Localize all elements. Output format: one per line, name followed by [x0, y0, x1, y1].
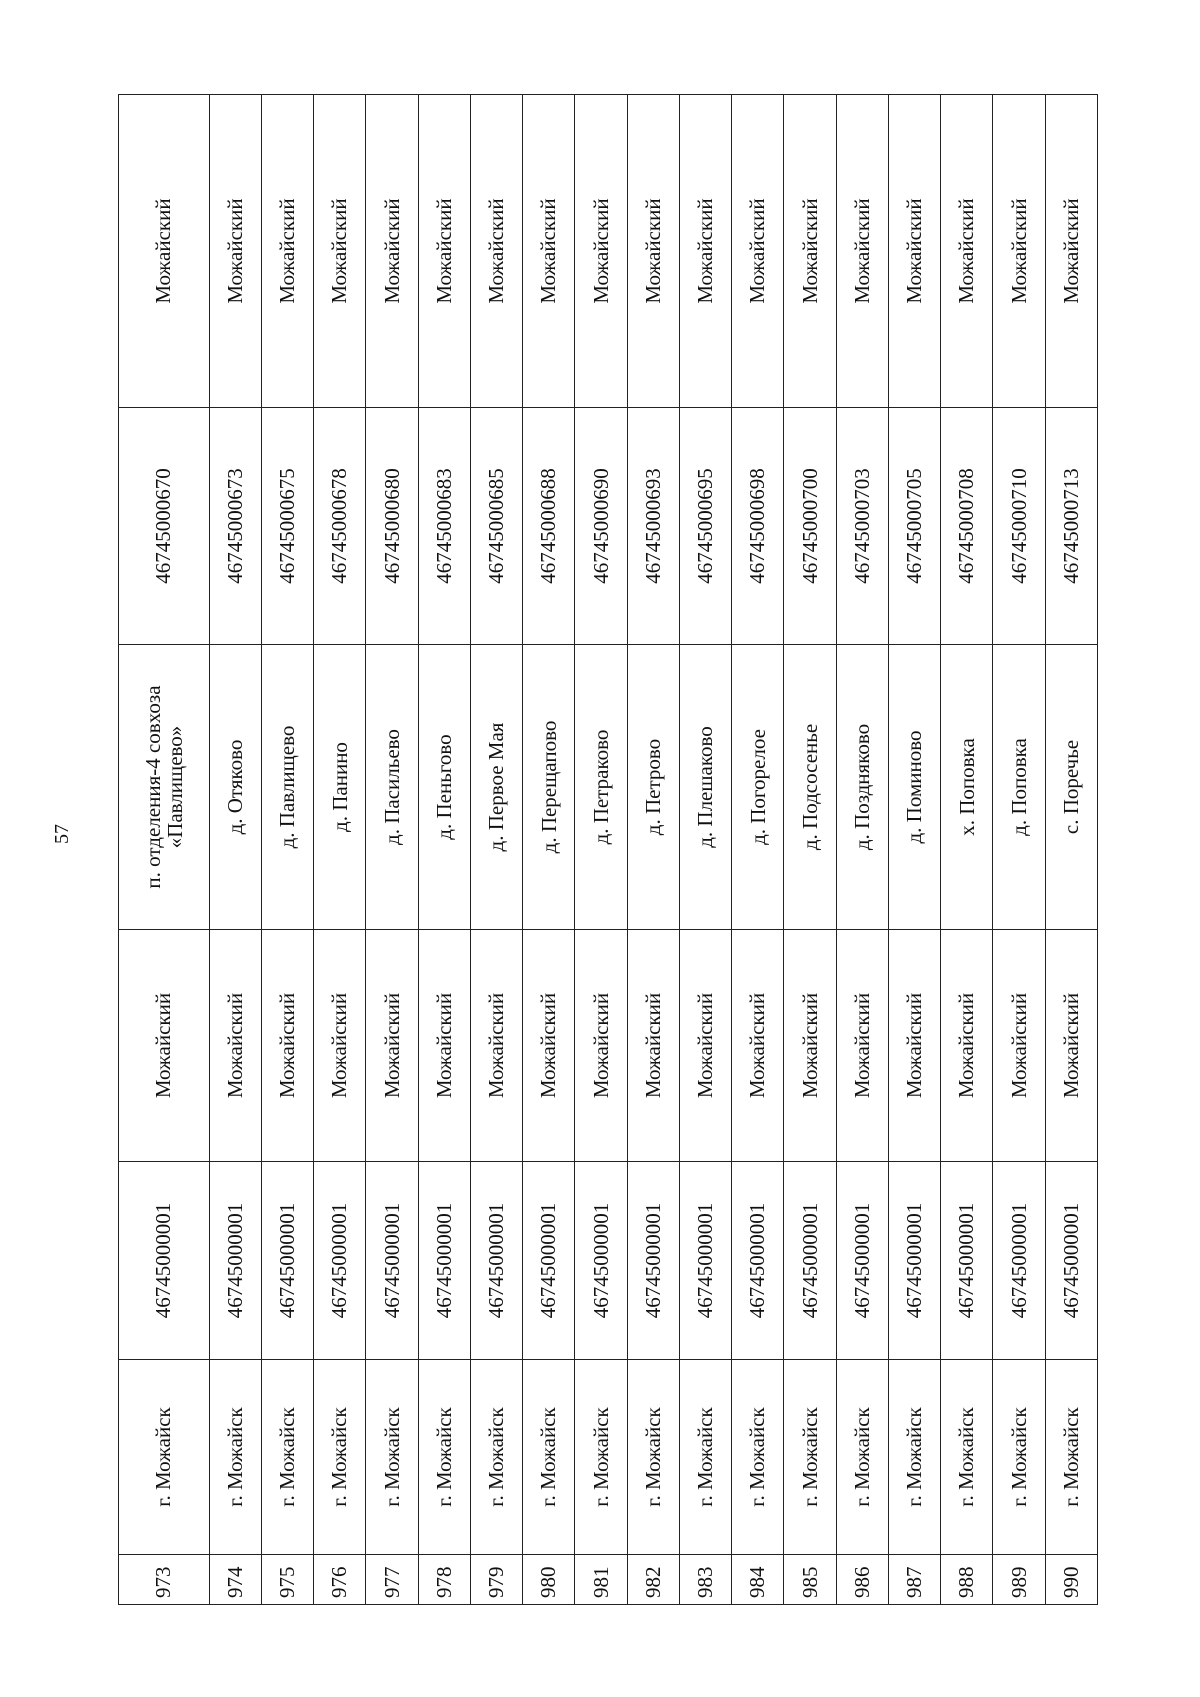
row-number: 975 [261, 1555, 313, 1605]
locality-oktmo-cell: 46745000713 [1045, 408, 1097, 645]
locality-oktmo-cell: 46745000700 [784, 408, 836, 645]
table-row [523, 95, 575, 1605]
table-row [575, 95, 627, 1605]
locality-cell: с. Поречье [1045, 645, 1097, 930]
oktmo-code-cell: 46745000001 [679, 1162, 731, 1360]
locality-municipality-cell: Можайский [784, 95, 836, 408]
oktmo-code-cell: 46745000001 [941, 1162, 993, 1360]
locality-oktmo-cell: 46745000710 [993, 408, 1045, 645]
municipality-cell: Можайский [679, 930, 731, 1162]
locality-cell: д. Пасильево [366, 645, 418, 930]
row-number: 978 [418, 1555, 470, 1605]
row-number: 979 [470, 1555, 522, 1605]
oktmo-code-cell: 46745000001 [993, 1162, 1045, 1360]
municipality-cell: Можайский [836, 930, 888, 1162]
locality-oktmo-cell: 46745000683 [418, 408, 470, 645]
oktmo-code-cell: 46745000001 [732, 1162, 784, 1360]
locality-oktmo-cell: 46745000698 [732, 408, 784, 645]
locality-municipality-cell: Можайский [1045, 95, 1097, 408]
locality-oktmo-cell: 46745000705 [888, 408, 940, 645]
locality-cell: д. Пеньгово [418, 645, 470, 930]
locality-cell: х. Поповка [941, 645, 993, 930]
locality-municipality-cell: Можайский [993, 95, 1045, 408]
city-cell: г. Можайск [366, 1360, 418, 1555]
municipality-cell: Можайский [941, 930, 993, 1162]
table-row [314, 95, 366, 1605]
row-number: 983 [679, 1555, 731, 1605]
municipality-cell: Можайский [784, 930, 836, 1162]
city-cell: г. Можайск [993, 1360, 1045, 1555]
oktmo-code-cell: 46745000001 [119, 1162, 210, 1360]
city-cell: г. Можайск [836, 1360, 888, 1555]
locality-municipality-cell: Можайский [261, 95, 313, 408]
municipality-cell: Можайский [627, 930, 679, 1162]
row-number: 987 [888, 1555, 940, 1605]
table-body [119, 95, 1098, 1605]
locality-oktmo-cell: 46745000708 [941, 408, 993, 645]
city-cell: г. Можайск [470, 1360, 522, 1555]
settlement-table [118, 94, 1098, 1605]
table-row [888, 95, 940, 1605]
locality-municipality-cell: Можайский [523, 95, 575, 408]
locality-oktmo-cell: 46745000693 [627, 408, 679, 645]
locality-municipality-cell: Можайский [941, 95, 993, 408]
locality-municipality-cell: Можайский [888, 95, 940, 408]
locality-municipality-cell: Можайский [314, 95, 366, 408]
row-number: 976 [314, 1555, 366, 1605]
city-cell: г. Можайск [261, 1360, 313, 1555]
table-row [261, 95, 313, 1605]
municipality-cell: Можайский [993, 930, 1045, 1162]
oktmo-code-cell: 46745000001 [418, 1162, 470, 1360]
oktmo-code-cell: 46745000001 [888, 1162, 940, 1360]
city-cell: г. Можайск [1045, 1360, 1097, 1555]
locality-cell: д. Петраково [575, 645, 627, 930]
locality-oktmo-cell: 46745000675 [261, 408, 313, 645]
locality-cell: д. Отяково [209, 645, 261, 930]
locality-municipality-cell: Можайский [209, 95, 261, 408]
oktmo-code-cell: 46745000001 [366, 1162, 418, 1360]
municipality-cell: Можайский [888, 930, 940, 1162]
locality-municipality-cell: Можайский [119, 95, 210, 408]
locality-oktmo-cell: 46745000680 [366, 408, 418, 645]
municipality-cell: Можайский [1045, 930, 1097, 1162]
table-row [209, 95, 261, 1605]
oktmo-code-cell: 46745000001 [209, 1162, 261, 1360]
row-number: 990 [1045, 1555, 1097, 1605]
row-number: 980 [523, 1555, 575, 1605]
oktmo-code-cell: 46745000001 [575, 1162, 627, 1360]
row-number: 984 [732, 1555, 784, 1605]
oktmo-code-cell: 46745000001 [627, 1162, 679, 1360]
row-number: 981 [575, 1555, 627, 1605]
municipality-cell: Можайский [119, 930, 210, 1162]
row-number: 986 [836, 1555, 888, 1605]
city-cell: г. Можайск [627, 1360, 679, 1555]
table-row [627, 95, 679, 1605]
table-row [993, 95, 1045, 1605]
settlement-table-container [118, 95, 1098, 1605]
row-number: 977 [366, 1555, 418, 1605]
locality-oktmo-cell: 46745000688 [523, 408, 575, 645]
locality-cell: д. Погорелое [732, 645, 784, 930]
table-row [836, 95, 888, 1605]
oktmo-code-cell: 46745000001 [314, 1162, 366, 1360]
city-cell: г. Можайск [119, 1360, 210, 1555]
locality-cell: д. Поповка [993, 645, 1045, 930]
row-number: 982 [627, 1555, 679, 1605]
oktmo-code-cell: 46745000001 [470, 1162, 522, 1360]
locality-oktmo-cell: 46745000670 [119, 408, 210, 645]
municipality-cell: Можайский [366, 930, 418, 1162]
oktmo-code-cell: 46745000001 [523, 1162, 575, 1360]
city-cell: г. Можайск [679, 1360, 731, 1555]
table-row [470, 95, 522, 1605]
locality-municipality-cell: Можайский [836, 95, 888, 408]
locality-oktmo-cell: 46745000678 [314, 408, 366, 645]
locality-cell: д. Плешаково [679, 645, 731, 930]
municipality-cell: Можайский [470, 930, 522, 1162]
locality-municipality-cell: Можайский [470, 95, 522, 408]
municipality-cell: Можайский [261, 930, 313, 1162]
locality-cell: д. Поминово [888, 645, 940, 930]
locality-cell: д. Панино [314, 645, 366, 930]
table-row [941, 95, 993, 1605]
city-cell: г. Можайск [575, 1360, 627, 1555]
municipality-cell: Можайский [314, 930, 366, 1162]
city-cell: г. Можайск [523, 1360, 575, 1555]
oktmo-code-cell: 46745000001 [836, 1162, 888, 1360]
table-row [418, 95, 470, 1605]
table-row [679, 95, 731, 1605]
oktmo-code-cell: 46745000001 [261, 1162, 313, 1360]
locality-cell: д. Павлищево [261, 645, 313, 930]
locality-municipality-cell: Можайский [732, 95, 784, 408]
table-row [1045, 95, 1097, 1605]
locality-municipality-cell: Можайский [679, 95, 731, 408]
row-number: 985 [784, 1555, 836, 1605]
locality-cell: д. Первое Мая [470, 645, 522, 930]
oktmo-code-cell: 46745000001 [784, 1162, 836, 1360]
locality-oktmo-cell: 46745000703 [836, 408, 888, 645]
locality-municipality-cell: Можайский [575, 95, 627, 408]
city-cell: г. Можайск [941, 1360, 993, 1555]
municipality-cell: Можайский [575, 930, 627, 1162]
table-row [119, 95, 210, 1605]
municipality-cell: Можайский [209, 930, 261, 1162]
locality-oktmo-cell: 46745000685 [470, 408, 522, 645]
locality-oktmo-cell: 46745000695 [679, 408, 731, 645]
locality-cell: д. Поздняково [836, 645, 888, 930]
locality-municipality-cell: Можайский [418, 95, 470, 408]
locality-cell: п. отделения-4 совхоза «Павлищево» [119, 645, 210, 930]
city-cell: г. Можайск [209, 1360, 261, 1555]
row-number: 974 [209, 1555, 261, 1605]
table-row [366, 95, 418, 1605]
table-row [784, 95, 836, 1605]
locality-oktmo-cell: 46745000673 [209, 408, 261, 645]
city-cell: г. Можайск [732, 1360, 784, 1555]
locality-cell: д. Перещапово [523, 645, 575, 930]
city-cell: г. Можайск [314, 1360, 366, 1555]
locality-cell: д. Подсосенье [784, 645, 836, 930]
table-row [732, 95, 784, 1605]
page-number: 57 [51, 824, 73, 844]
locality-cell: д. Петрово [627, 645, 679, 930]
municipality-cell: Можайский [523, 930, 575, 1162]
row-number: 988 [941, 1555, 993, 1605]
municipality-cell: Можайский [732, 930, 784, 1162]
row-number: 989 [993, 1555, 1045, 1605]
municipality-cell: Можайский [418, 930, 470, 1162]
locality-municipality-cell: Можайский [366, 95, 418, 408]
locality-municipality-cell: Можайский [627, 95, 679, 408]
city-cell: г. Можайск [418, 1360, 470, 1555]
row-number: 973 [119, 1555, 210, 1605]
city-cell: г. Можайск [888, 1360, 940, 1555]
oktmo-code-cell: 46745000001 [1045, 1162, 1097, 1360]
locality-oktmo-cell: 46745000690 [575, 408, 627, 645]
city-cell: г. Можайск [784, 1360, 836, 1555]
